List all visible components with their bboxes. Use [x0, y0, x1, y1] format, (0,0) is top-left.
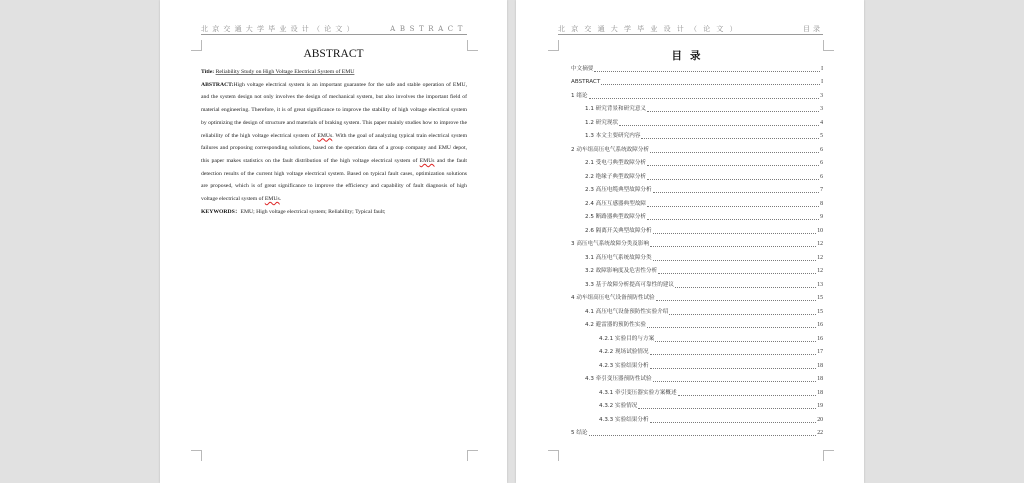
- toc-entry[interactable]: [571, 209, 823, 223]
- toc-entry-page-number: I: [821, 65, 823, 72]
- toc-entry[interactable]: [571, 249, 823, 263]
- toc-entry[interactable]: [571, 398, 823, 412]
- toc-entry-label: 3.3 基于故障分析提高可靠性的建议: [585, 281, 674, 288]
- header-section-text: 目录: [803, 25, 823, 33]
- toc-entry[interactable]: [571, 263, 823, 277]
- toc-dot-leader: [669, 313, 816, 315]
- toc-entry-label: 4.2 避雷器的预防性实验: [585, 322, 647, 328]
- header-section-text: ABSTRACT: [390, 25, 467, 33]
- toc-entry-page-number: 17: [817, 349, 823, 355]
- toc-dot-leader: [647, 205, 819, 207]
- toc-entry-label: 3.2 故障影响度及危害性分析: [585, 268, 658, 274]
- toc-entry-label: 2.2 绝缘子典型故障分析: [585, 173, 647, 180]
- toc-heading: 目录: [671, 50, 709, 62]
- toc-entry-label: 4.3.1 牵引变压器实验方案概述: [599, 389, 677, 396]
- toc-entry-page-number: 12: [817, 254, 823, 261]
- toc-entry-label: 1.1 研究背景和研究意义: [585, 106, 647, 112]
- toc-dot-leader: [650, 421, 817, 423]
- toc-entry-label: 5 结论: [571, 430, 588, 436]
- toc-dot-leader: [656, 299, 817, 301]
- toc-entry-label: ABSTRACT: [571, 79, 601, 85]
- toc-dot-leader: [678, 394, 817, 396]
- toc-dot-leader: [619, 124, 819, 126]
- toc-entry-page-number: 12: [817, 241, 823, 247]
- toc-entry[interactable]: [571, 425, 823, 439]
- toc-entry-label: 2.5 断路器典型故障分析: [585, 214, 647, 220]
- toc-entry-page-number: 3: [820, 92, 823, 99]
- toc-entry-page-number: 18: [817, 376, 823, 382]
- toc-entry-page-number: 20: [817, 416, 823, 423]
- toc-dot-leader: [647, 218, 819, 220]
- abstract-text: and the fault detection results of the current high voltage electrical system. Based on typical fault cases, optimization solutions are proposed, which is of great significance to improve the efficiency and capability of fault diagnosis of high voltage electrical system of: [201, 157, 467, 203]
- toc-entry-label: 2.3 高压电缆典型故障分析: [585, 187, 652, 193]
- toc-entry[interactable]: [571, 141, 823, 155]
- toc-dot-leader: [650, 151, 819, 153]
- margin-corner-mark: [467, 450, 478, 461]
- toc-entry[interactable]: [571, 74, 823, 88]
- toc-entry[interactable]: [571, 330, 823, 344]
- toc-entry[interactable]: [571, 114, 823, 128]
- abstract-heading: ABSTRACT: [303, 48, 364, 60]
- running-header: [201, 22, 467, 35]
- running-header: [558, 22, 823, 35]
- toc-dot-leader: [650, 353, 817, 355]
- toc-entry[interactable]: [571, 236, 823, 250]
- toc-entry[interactable]: [571, 411, 823, 425]
- toc-entry[interactable]: [571, 155, 823, 169]
- keywords-line: [201, 206, 467, 219]
- toc-entry[interactable]: [571, 384, 823, 398]
- toc-dot-leader: [647, 178, 819, 180]
- title-label: Title:: [201, 69, 215, 75]
- toc-entry-page-number: 6: [820, 160, 823, 166]
- toc-dot-leader: [655, 340, 816, 342]
- toc-entry-label: 中文摘要: [571, 65, 594, 72]
- header-school-text: 北京交通大学毕业设计（论文）: [558, 25, 743, 33]
- toc-entry[interactable]: [571, 303, 823, 317]
- toc-entry-label: 1.2 研究现状: [585, 119, 619, 126]
- title-text: Reliability Study on High Voltage Electrical System of EMU: [215, 69, 355, 75]
- toc-dot-leader: [589, 97, 820, 99]
- toc-dot-leader: [675, 286, 816, 288]
- toc-entry-label: 4.3.3 实验结果分析: [599, 416, 649, 423]
- toc-entry-label: 4 动车组高压电气设备预防性试验: [571, 295, 655, 301]
- toc-dot-leader: [653, 380, 817, 382]
- toc-entry[interactable]: [571, 317, 823, 331]
- toc-dot-leader: [653, 259, 817, 261]
- toc-entry-label: 3 高压电气系统故障分类及影响: [571, 241, 650, 247]
- toc-entry-page-number: 16: [817, 335, 823, 342]
- abstract-paragraph: [201, 79, 467, 206]
- toc-entry-page-number: 6: [820, 173, 823, 180]
- toc-dot-leader: [641, 137, 819, 139]
- toc-entry-label: 4.2.3 实验结果分析: [599, 362, 649, 369]
- toc-entry[interactable]: [571, 101, 823, 115]
- toc-entry-page-number: 7: [820, 187, 823, 193]
- abstract-body: [201, 66, 467, 218]
- toc-entry[interactable]: [571, 222, 823, 236]
- toc-entry-label: 4.2.1 实验目的与方案: [599, 335, 655, 342]
- title-line: [201, 66, 467, 79]
- toc-entry-page-number: 4: [820, 119, 823, 126]
- toc-entry-page-number: 15: [817, 295, 823, 301]
- toc-entry-label: 4.2.2 现场试验情况: [599, 349, 649, 355]
- toc-entry-label: 1 绪论: [571, 92, 588, 99]
- abstract-text: .: [279, 196, 282, 203]
- toc-entry-page-number: 10: [817, 227, 823, 234]
- toc-entry[interactable]: [571, 371, 823, 385]
- toc-dot-leader: [638, 407, 816, 409]
- table-of-contents: [571, 60, 823, 438]
- toc-dot-leader: [594, 70, 820, 72]
- toc-dot-leader: [650, 367, 817, 369]
- toc-entry-page-number: 8: [820, 200, 823, 207]
- toc-entry-label: 1.3 本文主要研究内容: [585, 133, 641, 139]
- toc-entry-page-number: 13: [817, 281, 823, 288]
- toc-entry-label: 2.4 高压互感器典型故障: [585, 200, 647, 207]
- toc-dot-leader: [650, 245, 816, 247]
- toc-entry-page-number: 22: [817, 430, 823, 436]
- margin-corner-mark: [823, 450, 834, 461]
- toc-entry-label: 4.3.2 实验情况: [599, 403, 638, 409]
- spellcheck-word[interactable]: EMUs: [317, 132, 333, 139]
- toc-entry-label: 3.1 高压电气系统故障分类: [585, 254, 652, 261]
- page-abstract[interactable]: [160, 0, 507, 483]
- toc-entry[interactable]: [571, 290, 823, 304]
- abstract-label: ABSTRACT:: [201, 81, 234, 88]
- keywords-text: EMU; High voltage electrical system; Reliability; Typical fault;: [240, 208, 386, 215]
- toc-entry[interactable]: [571, 276, 823, 290]
- toc-entry-page-number: I: [821, 79, 823, 85]
- header-school-text: 北京交通大学毕业设计（论文）: [201, 25, 358, 33]
- toc-dot-leader: [653, 191, 819, 193]
- spellcheck-word[interactable]: EMUs: [419, 157, 435, 164]
- abstract-text: . With the goal of analyzing typical train electrical system failures and proposing corresponding solutions, based on the operation data of a group company and EMU depot, this paper makes statistics on the fault distribution of the high voltage electrical system of: [201, 132, 467, 164]
- toc-dot-leader: [653, 232, 817, 234]
- toc-entry-label: 2.6 隔离开关典型故障分析: [585, 227, 652, 234]
- toc-entry-page-number: 12: [817, 268, 823, 274]
- toc-entry-page-number: 19: [817, 403, 823, 409]
- margin-corner-mark: [548, 450, 559, 461]
- toc-entry-page-number: 18: [817, 362, 823, 369]
- toc-entry-page-number: 18: [817, 389, 823, 396]
- page-table-of-contents[interactable]: [516, 0, 864, 483]
- keywords-label: KEYWORDS：: [201, 208, 241, 215]
- toc-dot-leader: [589, 434, 817, 436]
- toc-dot-leader: [601, 83, 820, 85]
- abstract-text: High voltage electrical system is an important guarantee for the safe and stable operation of EMU, and the system design not only involves the design of mechanical system, but also involves the important field of material engineering. Therefore, it is of great significance to improve the stability of high voltage electrical system by optimizing the design of structure and materials of braking system. This paper mainly studies how to improve the reliability of the high voltage electrical system of: [201, 81, 467, 139]
- toc-entry-label: 4.3 牵引变压器预防性试验: [585, 376, 652, 382]
- spellcheck-word[interactable]: EMUs: [264, 196, 280, 203]
- toc-entry[interactable]: [571, 168, 823, 182]
- toc-entry-page-number: 15: [817, 308, 823, 315]
- toc-entry[interactable]: [571, 182, 823, 196]
- toc-entry[interactable]: [571, 195, 823, 209]
- toc-entry-label: 4.1 高压电气设备预防性实验介绍: [585, 308, 669, 315]
- toc-entry-page-number: 5: [820, 133, 823, 139]
- toc-entry-page-number: 3: [820, 106, 823, 112]
- toc-entry-page-number: 6: [820, 146, 823, 153]
- toc-entry[interactable]: [571, 357, 823, 371]
- toc-dot-leader: [647, 326, 816, 328]
- toc-entry-label: 2.1 受电弓典型故障分析: [585, 160, 647, 166]
- toc-entry-label: 2 动车组高压电气系统故障分析: [571, 146, 650, 153]
- toc-dot-leader: [647, 110, 819, 112]
- toc-dot-leader: [658, 272, 816, 274]
- toc-dot-leader: [647, 164, 819, 166]
- toc-entry[interactable]: [571, 60, 823, 74]
- toc-entry-page-number: 16: [817, 322, 823, 328]
- toc-entry[interactable]: [571, 128, 823, 142]
- margin-corner-mark: [191, 450, 202, 461]
- toc-entry[interactable]: [571, 87, 823, 101]
- toc-entry[interactable]: [571, 344, 823, 358]
- toc-entry-page-number: 9: [820, 214, 823, 220]
